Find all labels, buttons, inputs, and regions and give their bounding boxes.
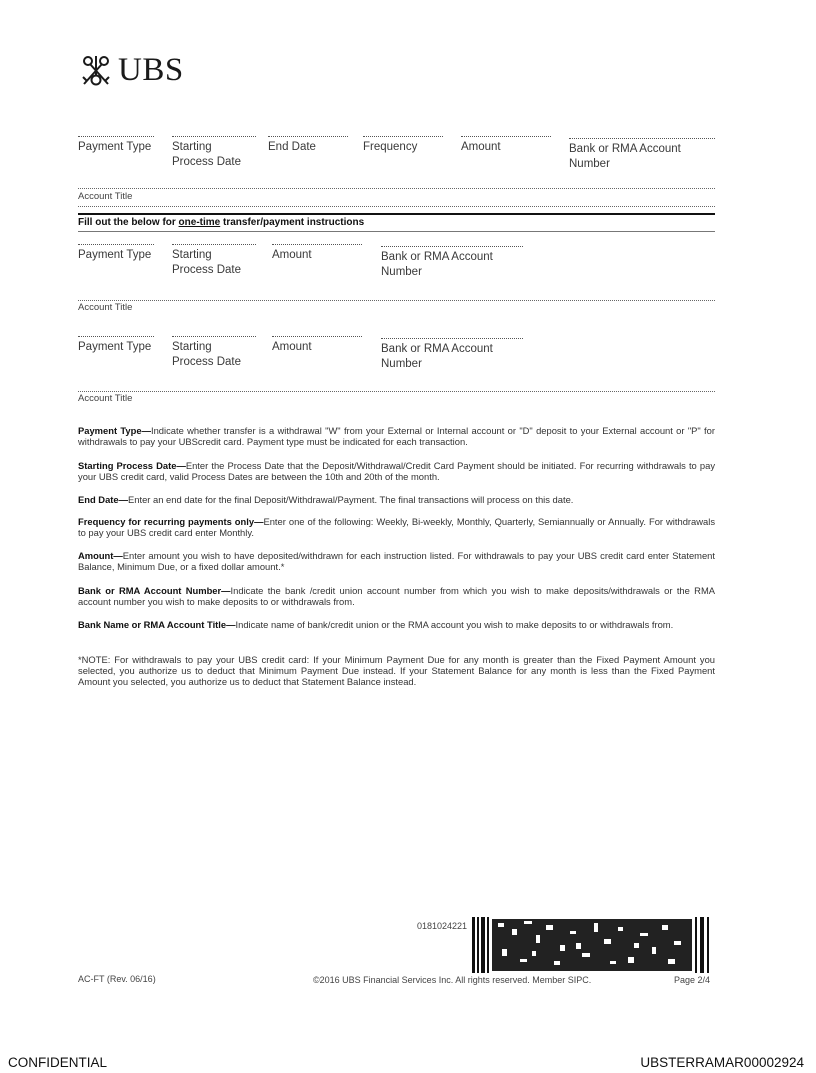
- form-id: AC-FT (Rev. 06/16): [78, 974, 156, 984]
- definition-amount: Amount—Enter amount you wish to have deposited/withdrawn for each instruction listed. For withdrawals to pay your UBS credit card enter Statement Balance, Minimum Due, or a fixed dollar amount.*: [78, 550, 715, 572]
- recurring-account-title-label: Account Title: [78, 191, 133, 202]
- page-number: Page 2/4: [674, 975, 711, 985]
- barcode-number: 0181024221: [417, 921, 468, 931]
- copyright: ©2016 UBS Financial Services Inc. All rights reserved. Member SIPC.: [313, 975, 592, 985]
- onetime2-bank-account-label: Bank or RMA Account Number: [381, 342, 521, 372]
- barcode-image: [472, 917, 712, 973]
- recurring-payment-type-label: Payment Type: [78, 140, 154, 155]
- onetime2-amount-label: Amount: [272, 340, 362, 355]
- onetime1-bank-account-label: Bank or RMA Account Number: [381, 250, 521, 280]
- logo-text: UBS: [118, 52, 184, 88]
- definition-bank-account-number: Bank or RMA Account Number—Indicate the bank /credit union account number from which you wish to make deposits/withdrawals or the RMA account number you wish to make deposits to or withdrawals from.: [78, 585, 716, 607]
- note-paragraph: *NOTE: For withdrawals to pay your UBS credit card: If your Minimum Payment Due for any month is greater than the Fixed Payment Amount you selected, you authorize us to deduct that Minimum Payment Due instead. If your Statement Balance for any month is less than the Fixed Payment Amount you selected, you authorize us to deduct that Statement Balance instead.: [78, 654, 715, 687]
- definition-end-date: End Date—Enter an end date for the final Deposit/Withdrawal/Payment. The final transactions will process on this date.: [78, 494, 574, 505]
- bates-number: UBSTERRAMAR00002924: [640, 1055, 804, 1070]
- definition-bank-name: Bank Name or RMA Account Title—Indicate name of bank/credit union or the RMA account you wish to make deposits to or withdrawals from.: [78, 619, 674, 630]
- onetime1-account-title-label: Account Title: [78, 302, 133, 313]
- keys-icon: [78, 54, 114, 88]
- onetime2-payment-type-label: Payment Type: [78, 340, 154, 355]
- one-time-heading: Fill out the below for one-time transfer/payment instructions: [78, 217, 365, 228]
- ubs-logo: [78, 52, 184, 89]
- onetime2-start-date-label: Starting Process Date: [172, 340, 256, 370]
- definition-starting-process-date: Starting Process Date—Enter the Process Date that the Deposit/Withdrawal/Credit Card Payment should be initiated. For recurring withdrawals to pay your UBS credit card, valid Process Dates are between the 10th and 20th of the month.: [78, 460, 716, 482]
- onetime2-account-title-label: Account Title: [78, 393, 133, 404]
- confidential-label: CONFIDENTIAL: [8, 1055, 108, 1070]
- recurring-bank-account-label: Bank or RMA Account Number: [569, 142, 709, 172]
- onetime1-start-date-label: Starting Process Date: [172, 248, 256, 278]
- recurring-end-date-label: End Date: [268, 140, 348, 155]
- onetime1-payment-type-label: Payment Type: [78, 248, 154, 263]
- definition-frequency: Frequency for recurring payments only—Enter one of the following: Weekly, Bi-weekly, Monthly, Quarterly, Semiannually or Annually. For withdrawals to pay your UBS credit card enter Monthly.: [78, 516, 716, 538]
- recurring-amount-label: Amount: [461, 140, 551, 155]
- recurring-start-date-label: Starting Process Date: [172, 140, 256, 170]
- recurring-frequency-label: Frequency: [363, 140, 443, 155]
- definition-payment-type: Payment Type—Indicate whether transfer is a withdrawal "W" from your External or Internal account or "D" deposit to your External account or "P" for withdrawals to pay your UBScredit card. Payment type must be indicated for each transaction.: [78, 425, 715, 447]
- onetime1-amount-label: Amount: [272, 248, 362, 263]
